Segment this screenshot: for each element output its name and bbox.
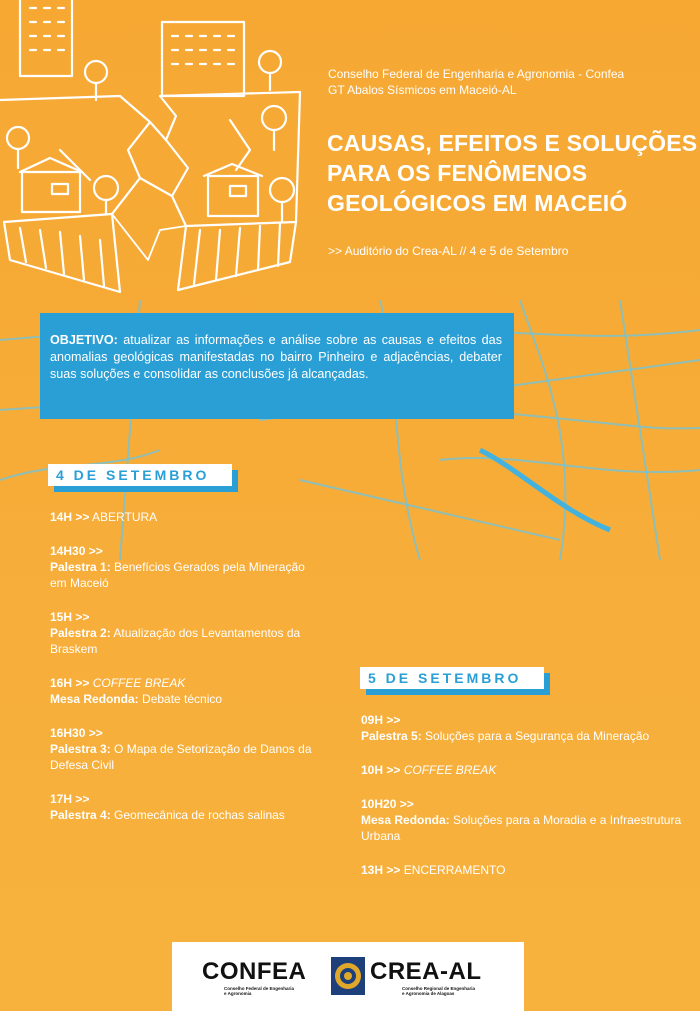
crea-logo-text: CREA-AL [370, 958, 482, 985]
schedule-time: 13H >> [361, 863, 401, 877]
schedule-text: ENCERRAMENTO [400, 863, 506, 877]
schedule-session-label: Palestra 3: [50, 742, 111, 756]
schedule-session-label: Palestra 2: [50, 626, 111, 640]
schedule-time: 15H >> [50, 610, 90, 624]
working-group-name: GT Abalos Sísmicos em Maceió-AL [328, 83, 517, 97]
schedule-session-label: Palestra 1: [50, 560, 111, 574]
schedule-session-label: Palestra 4: [50, 808, 111, 822]
schedule-item [361, 712, 691, 744]
objective-text: atualizar as informações e análise sobre as causas e efeitos das anomalias geológicas manifestadas no bairro Pinheiro e adjacências, debater suas soluções e consolidar as conclusões já alcançadas. [50, 333, 502, 381]
day-label: 4 DE SETEMBRO [48, 464, 232, 486]
event-venue-date: >> Auditório do Crea-AL // 4 e 5 de Setembro [328, 244, 569, 258]
schedule-item [361, 862, 691, 878]
event-title [327, 128, 698, 218]
building-shape [162, 22, 244, 96]
crea-logo-subtitle [402, 986, 475, 996]
organization-name: Conselho Federal de Engenharia e Agronomia - Confea [328, 67, 625, 81]
schedule-item [50, 509, 320, 525]
emblem-icon [330, 956, 366, 996]
schedule-time: 16H >> [50, 676, 90, 690]
schedule-item [361, 762, 691, 778]
schedule-time: 14H >> [50, 510, 90, 524]
schedule-description: O Mapa de Setorização de Danos da Defesa Civil [50, 742, 312, 772]
schedule-session-label: Mesa Redonda: [50, 692, 139, 706]
schedule-description: Benefícios Gerados pela Mineração em Maceió [50, 560, 305, 590]
schedule-time: 16H30 >> [50, 726, 103, 740]
schedule-description: Atualização dos Levantamentos da Braskem [50, 626, 301, 656]
day-label: 5 DE SETEMBRO [360, 667, 544, 689]
schedule-session-label: Mesa Redonda: [361, 813, 450, 827]
schedule-time: 09H >> [361, 713, 401, 727]
schedule-text: COFFEE BREAK [400, 763, 497, 777]
schedule-time: 10H20 >> [361, 797, 414, 811]
schedule-item [50, 725, 320, 773]
title-line: PARA OS FENÔMENOS [327, 160, 588, 186]
cracked-city-illustration [0, 0, 310, 300]
confea-subtitle-line: Conselho Federal de Engenharia [224, 986, 295, 991]
schedule-time: 17H >> [50, 792, 90, 806]
crea-subtitle-line: e Agronomia de Alagoas [402, 991, 455, 996]
schedule-text: COFFEE BREAK [89, 676, 186, 690]
schedule-day-2 [361, 712, 691, 896]
schedule-description: Geomecânica de rochas salinas [110, 808, 285, 822]
confea-logo-text: CONFEA [202, 958, 307, 985]
footer-logos [172, 942, 524, 1011]
schedule-item [50, 543, 320, 591]
schedule-item [50, 609, 320, 657]
schedule-time: 10H >> [361, 763, 401, 777]
schedule-description: Debate técnico [138, 692, 223, 706]
schedule-session-label: Palestra 5: [361, 729, 422, 743]
schedule-description: Soluções para a Segurança da Mineração [421, 729, 650, 743]
crea-subtitle-line: Conselho Regional de Engenharia [402, 986, 476, 991]
schedule-item [50, 791, 320, 823]
schedule-description: Soluções para a Moradia e a Infraestrutura Urbana [361, 813, 682, 843]
confea-subtitle-line: e Agronomia [224, 991, 252, 996]
title-line: CAUSAS, EFEITOS E SOLUÇÕES [327, 130, 698, 156]
schedule-item [50, 675, 320, 707]
objective-label: OBJETIVO: [50, 333, 118, 347]
objective-box [40, 313, 514, 419]
organization-lines [328, 66, 624, 98]
title-line: GEOLÓGICOS EM MACEIÓ [327, 190, 628, 216]
schedule-day-1 [50, 509, 320, 841]
building-shape [20, 0, 72, 76]
schedule-item [361, 796, 691, 844]
confea-logo-subtitle [224, 986, 294, 996]
schedule-time: 14H30 >> [50, 544, 103, 558]
schedule-text: ABERTURA [89, 510, 158, 524]
